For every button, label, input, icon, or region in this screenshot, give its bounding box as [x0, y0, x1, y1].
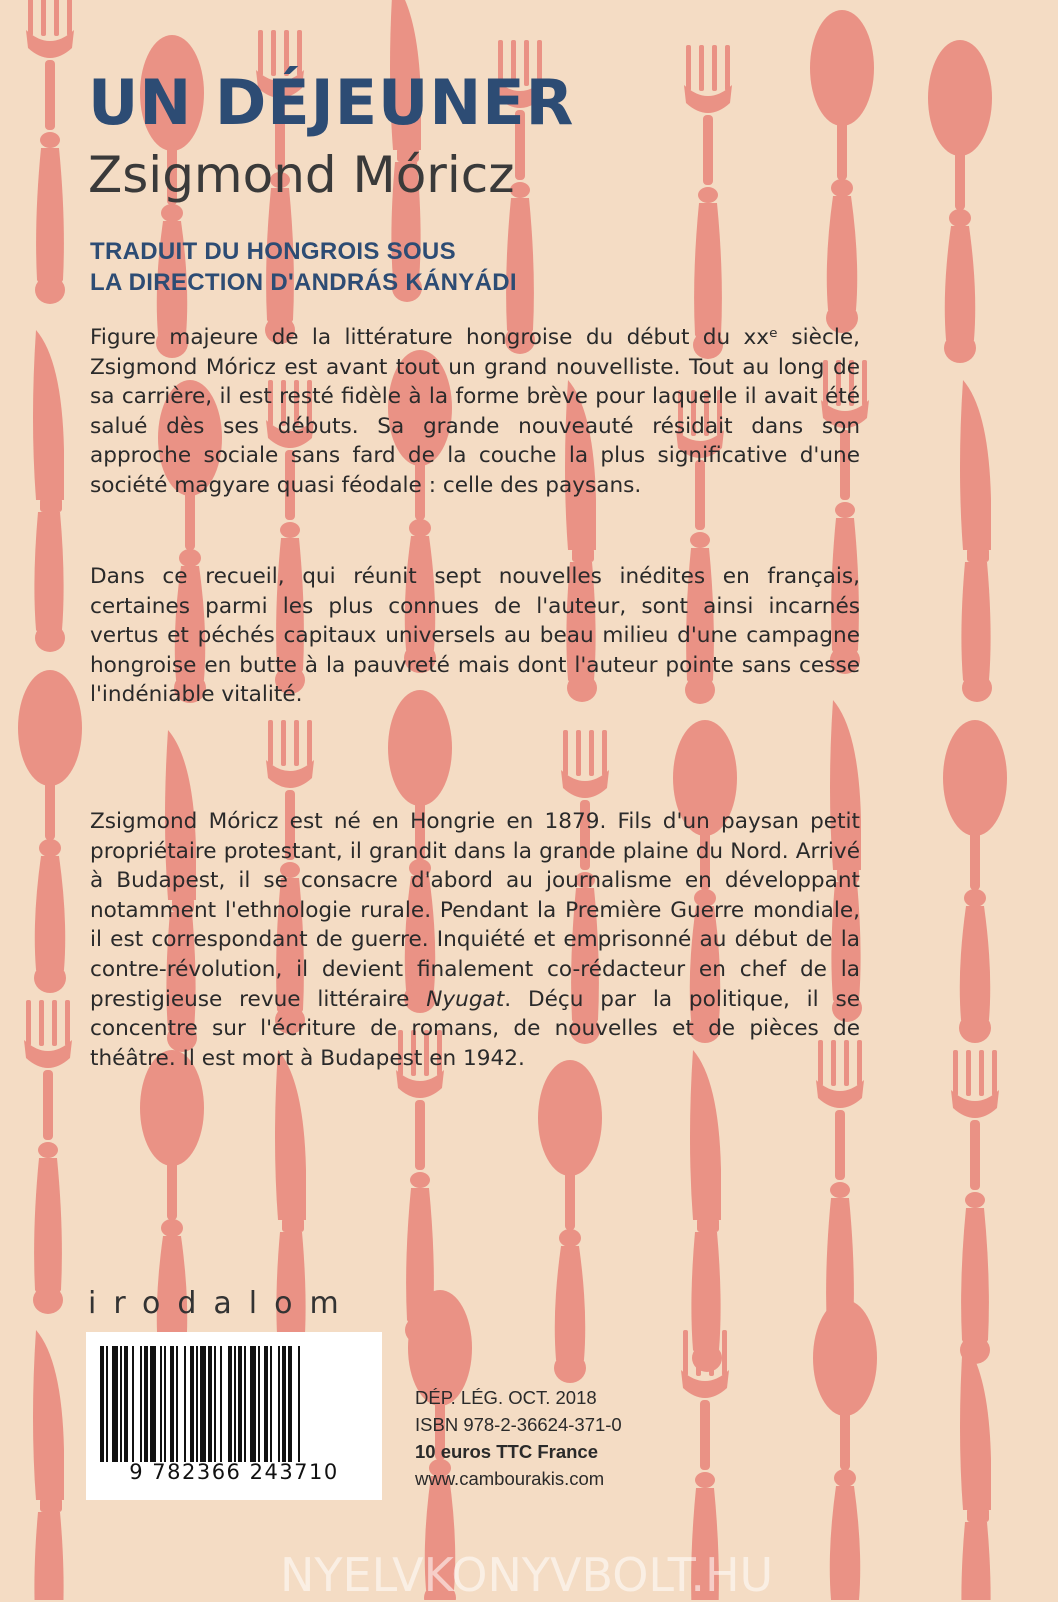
translation-credit-line-2: LA DIRECTION D'ANDRÁS KÁNYÁDI	[90, 269, 517, 296]
isbn: ISBN 978-2-36624-371-0	[415, 1414, 622, 1435]
legal-info	[415, 1384, 622, 1492]
barcode-panel	[86, 1332, 382, 1500]
author-name: Zsigmond Móricz	[88, 146, 515, 204]
translation-credit	[90, 236, 650, 298]
price: 10 euros TTC France	[415, 1441, 599, 1462]
series-name: irodalom	[88, 1286, 356, 1321]
author-biography	[90, 807, 860, 1073]
revue-title: Nyugat	[426, 986, 505, 1012]
barcode-image	[98, 1346, 370, 1466]
translation-credit-line-1: TRADUIT DU HONGROIS SOUS	[90, 238, 456, 265]
bio-text-part-2: . Déçu par la politique, il se concentre sur l'écriture de romans, de nouvelles et de pièces de théâtre. Il est mort à Budapest en 1942.	[90, 986, 861, 1071]
legal-deposit: DÉP. LÉG. OCT. 2018	[415, 1387, 597, 1408]
barcode-number: 9 782366 243710	[129, 1460, 339, 1484]
bio-text-part-1: Zsigmond Móricz est né en Hongrie en 1879. Fils d'un paysan petit propriétaire protestant, il grandit dans la grande plaine du Nord. Arrivé à Budapest, il se consacre d'abord au journalisme en développant notamment l'ethnologie rurale. Pendant la Première Guerre mondiale, il est correspondant de guerre. Inquiété et emprisonné au début de la contre-révolution, il devient finalement co-rédacteur en chef de la prestigieuse revue littéraire	[90, 809, 860, 1012]
blurb-paragraph-1: Figure majeure de la littérature hongroise du début du xxᵉ siècle, Zsigmond Móricz est avant tout un grand nouvelliste. Tout au long de sa carrière, il est resté fidèle à la forme brève pour laquelle il avait été salué dès ses débuts. Sa grande nouveauté résidait dans son approche sociale sans fard de la couche la plus significative d'une société magyare quasi féodale : celle des paysans.	[90, 325, 860, 498]
publisher-website: www.cambourakis.com	[415, 1468, 605, 1489]
watermark-text: NYELVKONYVBOLT.HU	[280, 1548, 774, 1602]
blurb-paragraph-2: Dans ce recueil, qui réunit sept nouvelles inédites en français, certaines parmi les plus connues de l'auteur, sont ainsi incarnés vertus et péchés capitaux universels au beau milieu d'une campagne hongroise en butte à la pauvreté mais dont l'auteur pointe sans cesse l'indéniable vitalité.	[90, 564, 860, 708]
book-title: UN DÉJEUNER	[88, 66, 575, 139]
